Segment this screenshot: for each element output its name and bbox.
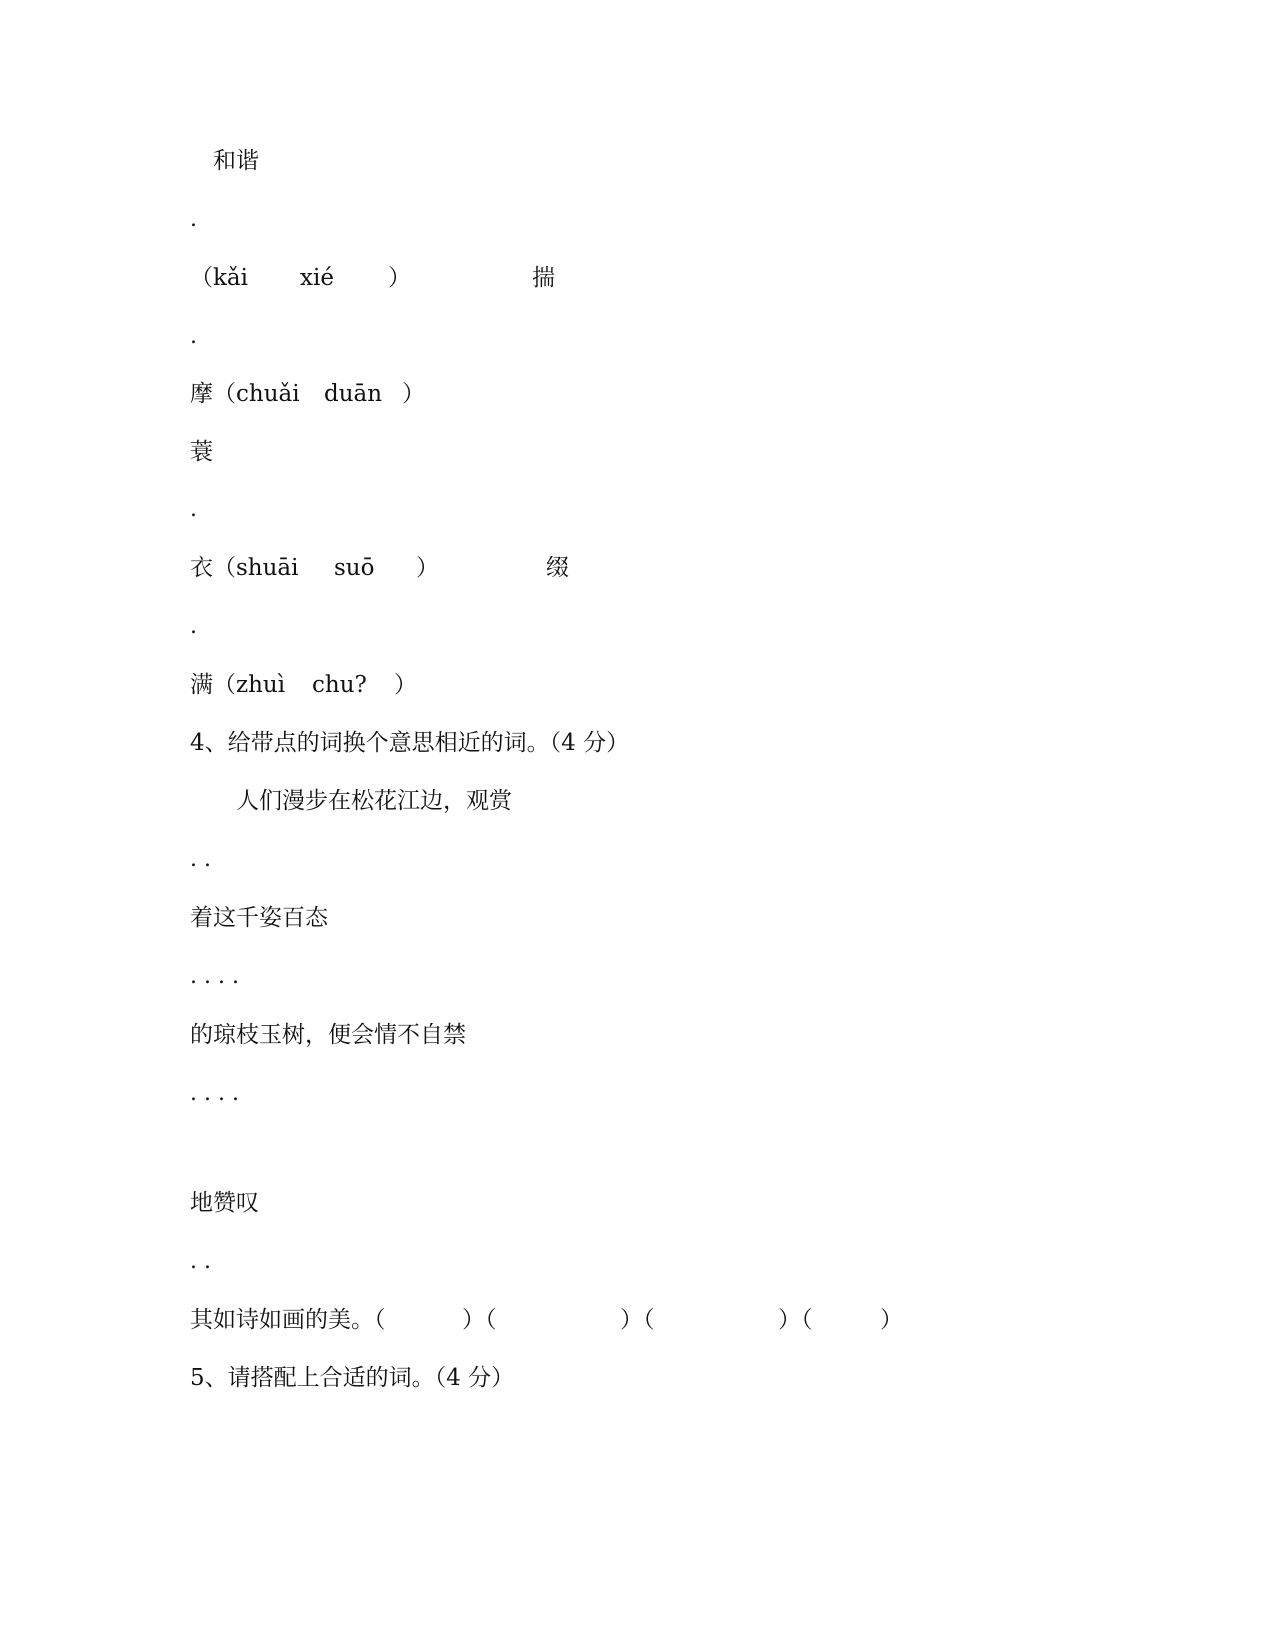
pinyin-shuai: 衣（shuāi xyxy=(190,555,299,581)
emphasis-dots: . . . . xyxy=(190,1081,239,1106)
pinyin-line-chuaiduan xyxy=(190,379,890,529)
pinyin-chu: chu? xyxy=(312,672,367,698)
answer-blank-2[interactable]: ）（ xyxy=(620,1307,655,1333)
char-suo: 蓑 xyxy=(190,439,213,465)
word-hexie: 和谐 xyxy=(213,148,259,174)
bracket-close: ） xyxy=(388,265,411,291)
emphasis-dot: . xyxy=(190,324,197,349)
sentence-part-4: 地赞叹 xyxy=(190,1190,259,1216)
pinyin-zhui: 满（zhuì xyxy=(190,672,286,698)
pinyin-kai: （kǎi xyxy=(190,265,249,291)
pinyin-xie: xié xyxy=(300,265,334,291)
answer-blank-1[interactable]: ）（ xyxy=(462,1307,497,1333)
emphasis-dot: . xyxy=(190,497,197,522)
emphasis-dot: . xyxy=(190,614,197,639)
char-chuai: 揣 xyxy=(532,265,555,291)
bracket-close: ） xyxy=(402,381,425,407)
question-4-title: 4、给带点的词换个意思相近的词。（4 分） xyxy=(190,730,630,756)
bracket-close: ） xyxy=(416,555,439,581)
pinyin-chuai: 摩（chuǎi xyxy=(190,381,300,407)
sentence-part-2: 着这千姿百态 xyxy=(190,905,328,931)
emphasis-dots: . . xyxy=(190,847,211,872)
answer-blank-4[interactable]: ） xyxy=(880,1307,903,1333)
sentence-part-3: 的琼枝玉树，便会情不自禁 xyxy=(190,1022,466,1048)
emphasis-dots: . . . . xyxy=(190,964,239,989)
emphasis-dot: . xyxy=(190,207,197,232)
pinyin-duan: duān xyxy=(324,381,383,407)
question-5-title: 5、请搭配上合适的词。（4 分） xyxy=(190,1365,515,1391)
bracket-close: ） xyxy=(394,672,417,698)
pinyin-suo: suō xyxy=(334,555,375,581)
sentence-part-1: 人们漫步在松花江边，观赏 xyxy=(236,788,512,814)
answer-blanks-line xyxy=(190,1305,990,1515)
emphasis-dots: . . xyxy=(190,1249,211,1274)
sentence-part-5: 其如诗如画的美。（ xyxy=(190,1307,386,1333)
char-zhui: 缀 xyxy=(546,555,569,581)
answer-blank-3[interactable]: ）（ xyxy=(778,1307,813,1333)
